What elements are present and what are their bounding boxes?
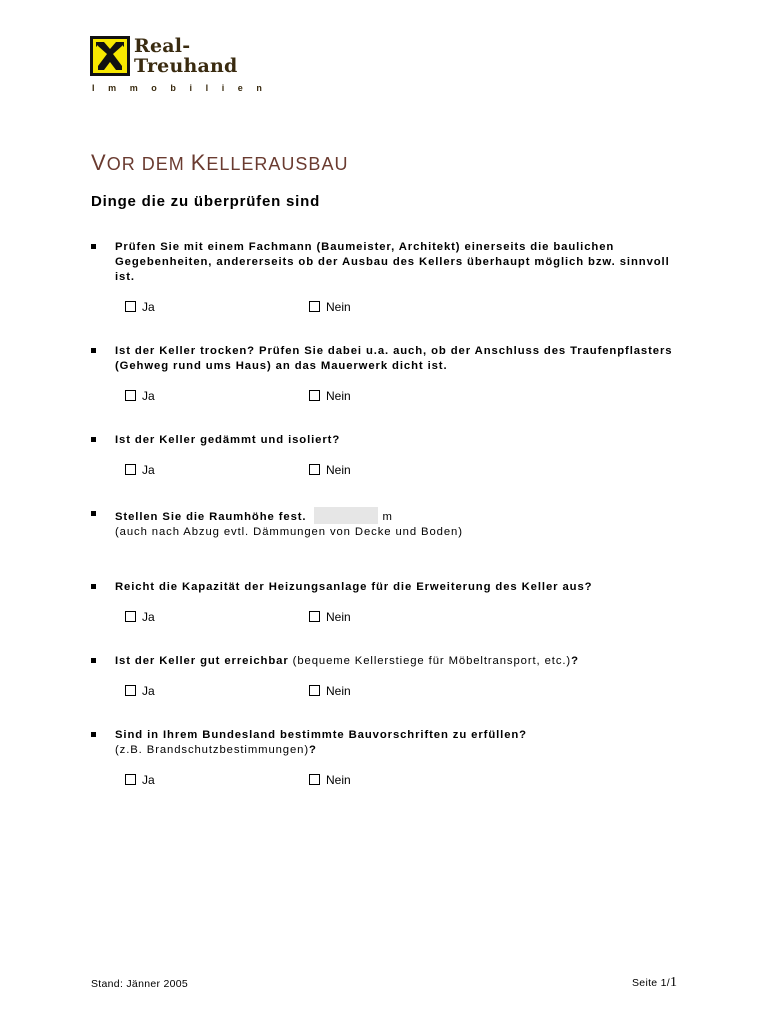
- checkbox-box[interactable]: [309, 774, 320, 785]
- checkbox-yes[interactable]: [125, 300, 155, 314]
- option-label: Ja: [142, 389, 155, 403]
- checkbox-box[interactable]: [309, 685, 320, 696]
- bullet-icon: [91, 658, 96, 663]
- option-label: Nein: [326, 300, 351, 314]
- question-text: Stellen Sie die Raumhöhe fest.: [115, 511, 307, 523]
- question-end: ?: [309, 744, 317, 756]
- bullet-icon: [91, 511, 96, 516]
- title-rest-1: OR DEM: [106, 154, 191, 174]
- checkbox-no[interactable]: [309, 610, 351, 624]
- bullet-icon: [91, 437, 96, 442]
- option-label: Ja: [142, 463, 155, 477]
- logo-tagline: Immobilien: [92, 83, 276, 93]
- question-text: Ist der Keller gut erreichbar: [115, 655, 289, 667]
- checkbox-yes[interactable]: [125, 684, 155, 698]
- checkbox-yes[interactable]: [125, 389, 155, 403]
- checkbox-box[interactable]: [309, 390, 320, 401]
- question-text: Ist der Keller gedämmt und isoliert?: [115, 434, 341, 446]
- question-text: Ist der Keller trocken? Prüfen Sie dabei u.a. auch, ob der Anschluss des Traufenpflasters (Gehweg rund ums Haus) an das Mauerwerk dicht ist.: [115, 345, 673, 372]
- title-cap-2: K: [190, 150, 207, 175]
- option-label: Nein: [326, 463, 351, 477]
- question-text-block: [115, 728, 690, 758]
- logo-wordmark: [134, 36, 238, 76]
- checkbox-yes[interactable]: [125, 610, 155, 624]
- option-label: Ja: [142, 300, 155, 314]
- checkbox-yes[interactable]: [125, 773, 155, 787]
- checkbox-box[interactable]: [125, 301, 136, 312]
- checkbox-yes[interactable]: [125, 463, 155, 477]
- company-logo: [90, 35, 276, 98]
- bullet-icon: [91, 584, 96, 589]
- question-text-normal: (bequeme Kellerstiege für Möbeltransport, etc.): [288, 655, 572, 667]
- footer-date: Stand: Jänner 2005: [91, 978, 189, 990]
- title-rest-2: ELLERAUSBAU: [206, 154, 349, 174]
- raiffeisen-gable-cross-icon: [90, 36, 130, 76]
- question-text: Prüfen Sie mit einem Fachmann (Baumeister, Architekt) einerseits die baulichen Gegebenheiten, andererseits ob der Ausbau des Kellers überhaupt möglich bzw. sinnvoll ist.: [115, 241, 670, 283]
- footer-page-number: [632, 975, 677, 991]
- checkbox-no[interactable]: [309, 684, 351, 698]
- page-total: 1: [670, 975, 678, 990]
- checkbox-box[interactable]: [125, 685, 136, 696]
- question-note: (auch nach Abzug evtl. Dämmungen von Decke und Boden): [115, 526, 463, 538]
- option-label: Nein: [326, 610, 351, 624]
- bullet-icon: [91, 732, 96, 737]
- checkbox-box[interactable]: [125, 464, 136, 475]
- option-label: Nein: [326, 773, 351, 787]
- option-label: Ja: [142, 773, 155, 787]
- question-end: ?: [571, 655, 579, 667]
- logo-name-line2: Treuhand: [134, 55, 238, 77]
- option-label: Nein: [326, 389, 351, 403]
- checkbox-no[interactable]: [309, 389, 351, 403]
- checkbox-no[interactable]: [309, 773, 351, 787]
- bullet-icon: [91, 244, 96, 249]
- page-subtitle: Dinge die zu überprüfen sind: [91, 193, 321, 210]
- unit-label: m: [382, 511, 393, 523]
- page-label: Seite 1/: [632, 977, 671, 989]
- question-text-block: [115, 654, 690, 669]
- checkbox-box[interactable]: [125, 611, 136, 622]
- title-cap-1: V: [91, 150, 107, 175]
- option-label: Ja: [142, 610, 155, 624]
- checkbox-box[interactable]: [309, 301, 320, 312]
- option-label: Nein: [326, 684, 351, 698]
- checkbox-box[interactable]: [309, 611, 320, 622]
- question-text: Reicht die Kapazität der Heizungsanlage für die Erweiterung des Keller aus?: [115, 581, 593, 593]
- option-label: Ja: [142, 684, 155, 698]
- checkbox-no[interactable]: [309, 300, 351, 314]
- room-height-input[interactable]: [314, 507, 378, 524]
- bullet-icon: [91, 348, 96, 353]
- logo-name-line1: Real-: [134, 35, 191, 57]
- checkbox-box[interactable]: [309, 464, 320, 475]
- question-note: (z.B. Brandschutzbestimmungen): [115, 744, 310, 756]
- checkbox-no[interactable]: [309, 463, 351, 477]
- page-title: [91, 150, 348, 176]
- checkbox-box[interactable]: [125, 390, 136, 401]
- question-text: Sind in Ihrem Bundesland bestimmte Bauvorschriften zu erfüllen?: [115, 729, 527, 741]
- question-text-block: [115, 507, 690, 540]
- checkbox-box[interactable]: [125, 774, 136, 785]
